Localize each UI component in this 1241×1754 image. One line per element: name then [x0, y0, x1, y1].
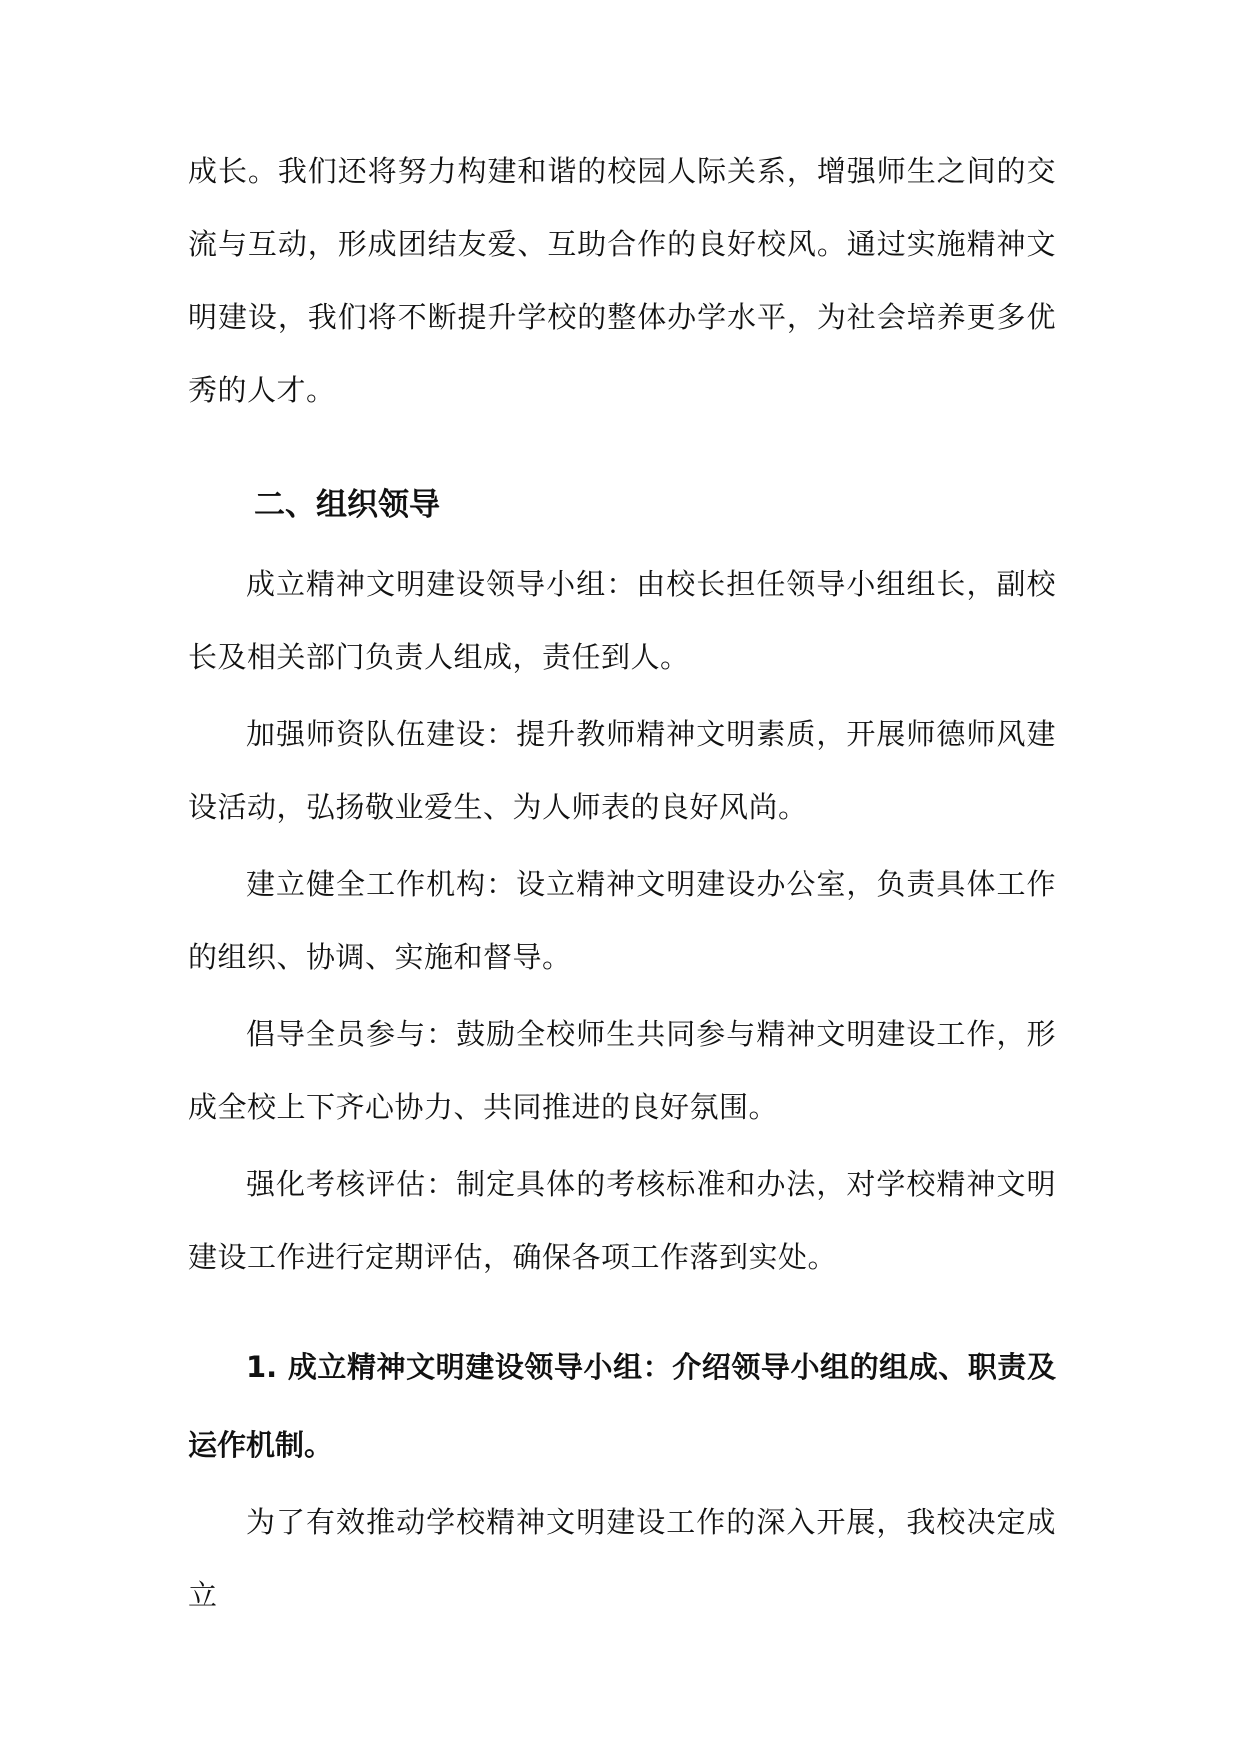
document-body — [188, 135, 1056, 1632]
item-paragraph: 倡导全员参与：鼓励全校师生共同参与精神文明建设工作，形成全校上下齐心协力、共同推进的良好氛围。 — [188, 1017, 1056, 1124]
item-paragraph: 强化考核评估：制定具体的考核标准和办法，对学校精神文明建设工作进行定期评估，确保各项工作落到实处。 — [188, 1167, 1056, 1274]
section-heading: 二、组织领导 — [254, 487, 440, 523]
item-paragraph: 加强师资队伍建设：提升教师精神文明素质，开展师德师风建设活动，弘扬敬业爱生、为人师表的良好风尚。 — [188, 717, 1056, 824]
item-paragraph: 建立健全工作机构：设立精神文明建设办公室，负责具体工作的组织、协调、实施和督导。 — [188, 867, 1056, 974]
subsection-heading: 1. 成立精神文明建设领导小组：介绍领导小组的组成、职责及运作机制。 — [188, 1350, 1056, 1462]
item-paragraph: 成立精神文明建设领导小组：由校长担任领导小组组长，副校长及相关部门负责人组成，责任到人。 — [188, 567, 1056, 674]
intro-paragraph: 成长。我们还将努力构建和谐的校园人际关系，增强师生之间的交流与互动，形成团结友爱、互助合作的良好校风。通过实施精神文明建设，我们将不断提升学校的整体办学水平，为社会培养更多优秀的人才。 — [188, 154, 1056, 407]
final-paragraph: 为了有效推动学校精神文明建设工作的深入开展，我校决定成立 — [188, 1505, 1056, 1612]
